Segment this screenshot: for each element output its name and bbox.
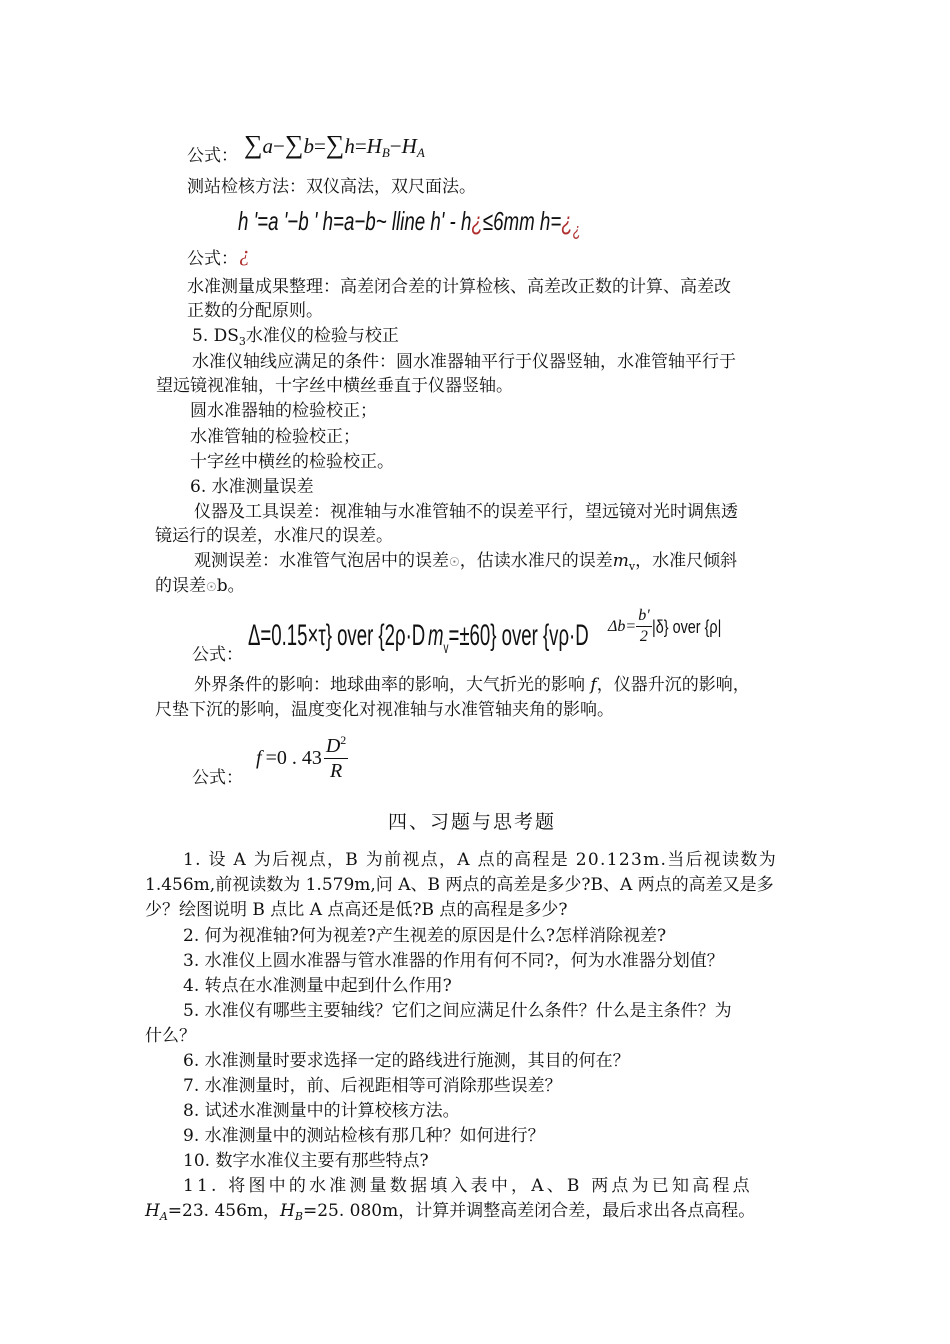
subscript-A: A: [416, 145, 425, 160]
heading-5: 5. $DS_3$水准仪的检验与校正: [192, 326, 399, 348]
formula-3-delta: Δ=0.15×τ} over {2ρ·D: [248, 619, 426, 652]
formula-2-tail: ¿: [239, 241, 250, 266]
equals-sign: =: [313, 134, 326, 158]
minus-sign: −: [273, 134, 285, 158]
formula-3-db: Δb= $\frac{b'}{2}$ |δ} over {ρ|: [608, 607, 721, 645]
question-8: 8. 试述水准测量中的计算校核方法。: [183, 1101, 460, 1121]
var-b: b: [303, 134, 314, 158]
var-a: a: [262, 134, 274, 158]
paragraph-instrument: 仪器及工具误差：视准轴与水准管轴不的误差平行，望远镜对光时调焦透: [194, 502, 738, 522]
list-item: 十字丝中横丝的检验校正。: [190, 452, 394, 472]
paragraph-axis-cont: 望远镜视准轴，十字丝中横丝垂直于仪器竖轴。: [156, 376, 513, 396]
paragraph-observation: 观测误差：水准管气泡居中的误差☉，估读水准尺的误差$m_v$，水准尺倾斜: [194, 551, 738, 573]
question-11: 11. 将图中的水准测量数据填入表中，A、B 两点为已知高程点: [183, 1176, 753, 1196]
list-item: 圆水准器轴的检验校正；: [190, 401, 377, 421]
paragraph-observation-cont: 的误差☉b。: [155, 576, 245, 596]
formula-4: f =0 . 43 $\frac{D^2}{R}$: [256, 733, 347, 782]
question-1: 1. 设 A 为后视点，B 为前视点，A 点的高程是 20.123m.当后视读数为: [183, 850, 777, 870]
sum-symbol: ∑: [284, 130, 304, 159]
sum-symbol: ∑: [325, 130, 345, 159]
var-H: H: [366, 134, 382, 158]
formula-3-mv: $m_v=\pm 60$} over {vρ·D: [428, 619, 589, 657]
minus-sign: −: [389, 134, 402, 158]
formula-2: [238, 208, 714, 239]
formula-1: [244, 132, 425, 159]
paragraph-result: 水准测量成果整理：高差闭合差的计算检核、高差改正数的计算、高差改: [187, 277, 731, 297]
paragraph-external-cont: 尺垫下沉的影响，温度变化对视准轴与水准管轴夹角的影响。: [155, 700, 614, 720]
question-4: 4. 转点在水准测量中起到什么作用?: [183, 976, 452, 996]
question-5: 5. 水准仪有哪些主要轴线？它们之间应满足什么条件？什么是主条件？为: [183, 1001, 732, 1021]
paragraph-result-cont: 正数的分配原则。: [187, 301, 323, 321]
question-6: 6. 水准测量时要求选择一定的路线进行施测，其目的何在？: [183, 1051, 630, 1071]
question-11-cont: $H_A=23$. 456m，$H_B=25$. 080m，计算并调整高差闭合差，最后求出各点高程。: [145, 1201, 756, 1223]
formula-2-label: 公式：: [187, 249, 238, 269]
sum-symbol: ∑: [244, 130, 263, 159]
formula-1-label: 公式：: [187, 146, 238, 166]
paragraph-instrument-cont: 镜运行的误差，水准尺的误差。: [155, 526, 393, 546]
question-1-cont: 1.456m,前视读数为 1.579m,问 A、B 两点的高差是多少?B、A 两点的高差又是多: [145, 875, 774, 895]
question-3: 3. 水准仪上圆水准器与管水准器的作用有何不同?，何为水准器分划值？: [183, 951, 724, 971]
question-9: 9. 水准测量中的测站检核有那几种？如何进行？: [183, 1126, 545, 1146]
subscript-B: B: [381, 145, 390, 160]
var-h: h: [344, 134, 355, 158]
question-2: 2. 何为视准轴?何为视差?产生视差的原因是什么?怎样消除视差?: [183, 926, 667, 946]
formula-3-label: 公式：: [192, 645, 243, 665]
section-title: 四、习题与思考题: [388, 811, 557, 833]
equals-sign: =: [354, 134, 367, 158]
formula-4-label: 公式：: [192, 768, 243, 788]
check-method: 测站检核方法：双仪高法，双尺面法。: [187, 177, 476, 197]
question-1-cont: 少？绘图说明 B 点比 A 点高还是低?B 点的高程是多少?: [145, 900, 568, 920]
paragraph-axis: 水准仪轴线应满足的条件：圆水准器轴平行于仪器竖轴，水准管轴平行于: [192, 352, 736, 372]
bubble-error-symbol: ☉: [449, 555, 460, 569]
paragraph-external: 外界条件的影响：地球曲率的影响，大气折光的影响 f，仪器升沉的影响，: [194, 675, 750, 695]
tilt-error-symbol: ☉: [206, 580, 217, 594]
list-item: 水准管轴的检验校正；: [190, 427, 360, 447]
question-5-cont: 什么？: [145, 1026, 196, 1046]
var-H: H: [401, 134, 417, 158]
question-7: 7. 水准测量时，前、后视距相等可消除那些误差？: [183, 1076, 562, 1096]
formula-2-expr: h '=a '−b ' h=a−b~ lline h' - h¿≤6mm $h=¿_¿$: [238, 206, 581, 240]
heading-6: 6. 水准测量误差: [190, 477, 314, 497]
question-10: 10. 数字水准仪主要有那些特点?: [183, 1151, 429, 1171]
